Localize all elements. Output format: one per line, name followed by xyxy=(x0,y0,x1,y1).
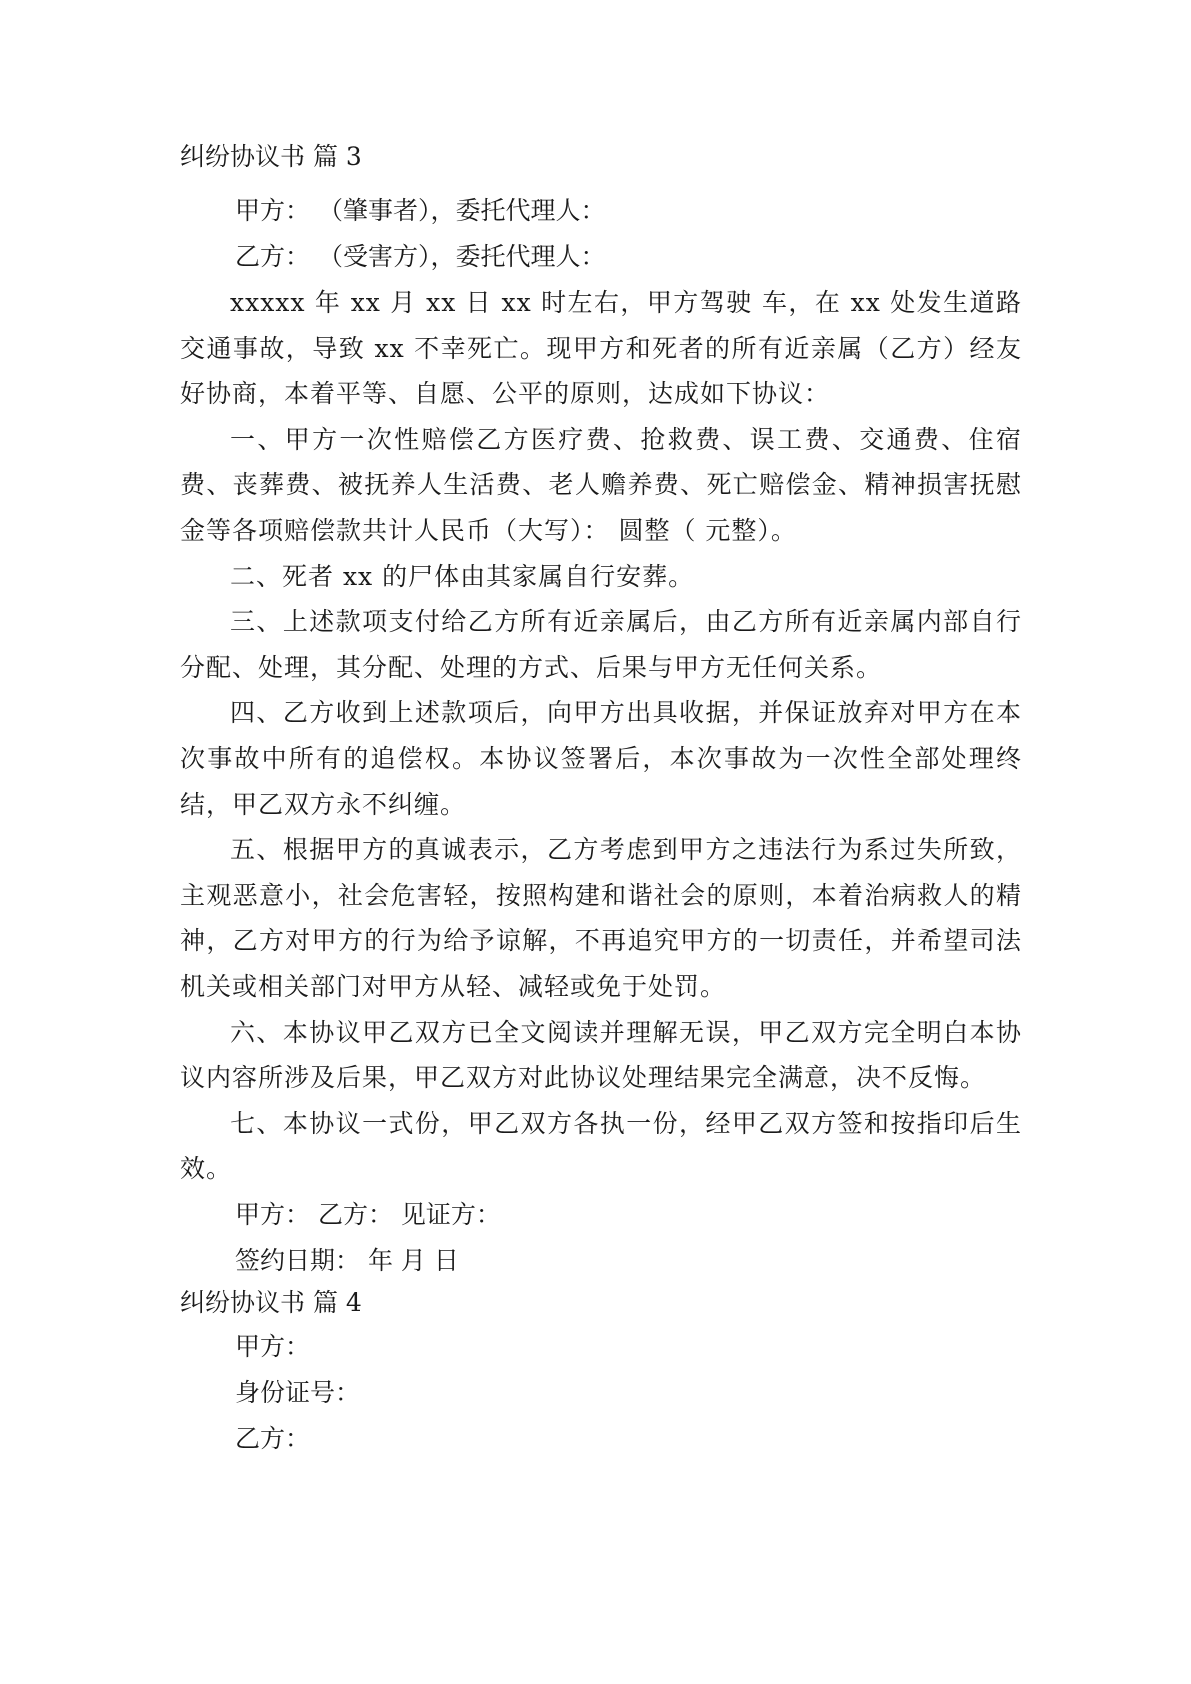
section-4-title: 纠纷协议书 篇 4 xyxy=(180,1287,362,1317)
section-4-party-a: 甲方： xyxy=(235,1331,311,1361)
section-4-id-number: 身份证号： xyxy=(235,1377,361,1407)
party-b-line: 乙方： （受害方），委托代理人： xyxy=(235,242,606,271)
section-3-title: 纠纷协议书 篇 3 xyxy=(180,142,362,171)
clause-3: 三、上述款项支付给乙方所有近亲属后，由乙方所有近亲属内部自行分配、处理，其分配、处理的方式、后果与甲方无任何关系。 xyxy=(180,607,1022,682)
clause-5: 五、根据甲方的真诚表示，乙方考虑到甲方之违法行为系过失所致，主观恶意小，社会危害轻，按照构建和谐社会的原则，本着治病救人的精神，乙方对甲方的行为给予谅解，不再追究甲方的一切责任，并希望司法机关或相关部门对甲方从轻、减轻或免于处罚。 xyxy=(180,835,1022,1001)
section-4-party-b: 乙方： xyxy=(235,1423,311,1453)
signatories-line: 甲方： 乙方： 见证方： xyxy=(235,1199,501,1229)
clause-2: 二、死者 xx 的尸体由其家属自行安葬。 xyxy=(230,561,695,591)
clause-7: 七、本协议一式份，甲乙双方各执一份，经甲乙双方签和按指印后生效。 xyxy=(180,1108,1022,1184)
document-body xyxy=(180,138,1022,1462)
clause-4: 四、乙方收到上述款项后，向甲方出具收据，并保证放弃对甲方在本次事故中所有的追偿权。本协议签署后，本次事故为一次性全部处理终结，甲乙双方永不纠缠。 xyxy=(180,698,1022,819)
sign-date-line: 签约日期： 年 月 日 xyxy=(235,1245,459,1275)
party-a-line: 甲方： （肇事者），委托代理人： xyxy=(235,196,606,225)
clause-1: 一、甲方一次性赔偿乙方医疗费、抢救费、误工费、交通费、住宿费、丧葬费、被抚养人生活费、老人赡养费、死亡赔偿金、精神损害抚慰金等各项赔偿款共计人民币（大写）： 圆整（ 元整）。 xyxy=(180,424,1022,545)
incident-paragraph: xxxxx 年 xx 月 xx 日 xx 时左右，甲方驾驶 车，在 xx 处发生道路交通事故，导致 xx 不幸死亡。现甲方和死者的所有近亲属（乙方）经友好协商，本着平等、自愿、公平的原则，达成如下协议： xyxy=(180,288,1022,409)
clause-6: 六、本协议甲乙双方已全文阅读并理解无误，甲乙双方完全明白本协议内容所涉及后果，甲乙双方对此协议处理结果完全满意，决不反悔。 xyxy=(180,1017,1022,1093)
